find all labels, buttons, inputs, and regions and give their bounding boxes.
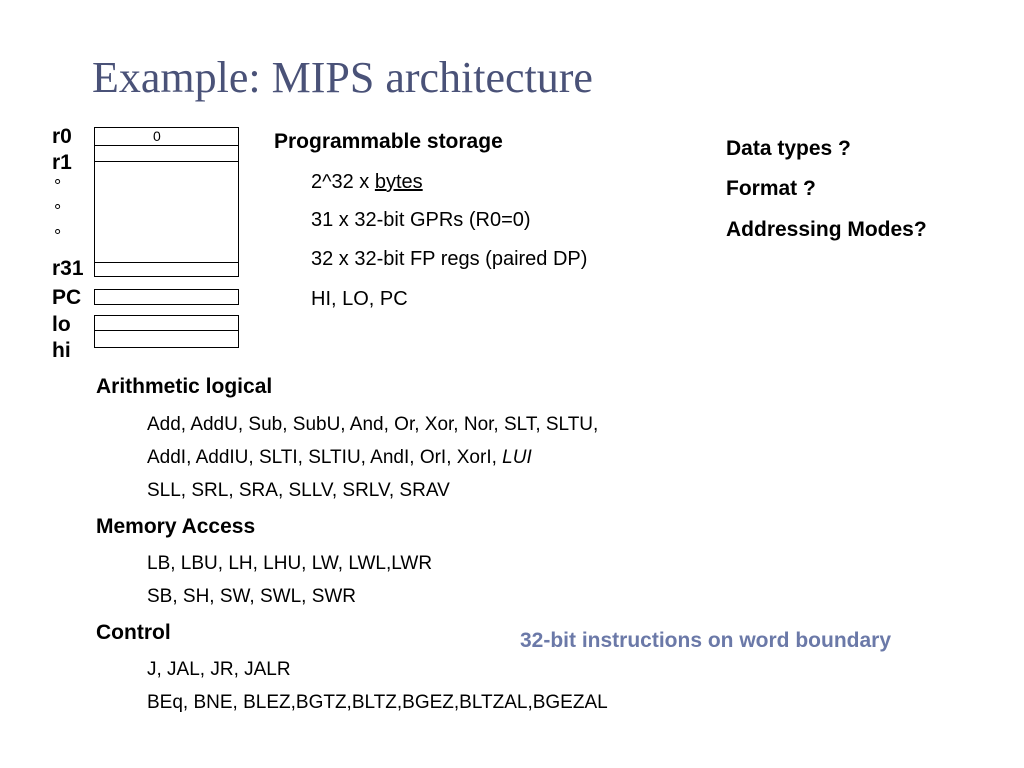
memory-line-stores: SB, SH, SW, SWL, SWR <box>147 586 357 607</box>
storage-line-fp-regs: 32 x 32-bit FP regs (paired DP) <box>311 248 588 270</box>
register-label-hi: hi <box>52 339 71 362</box>
gpr-register-file <box>94 127 239 277</box>
memory-heading: Memory Access <box>96 515 256 538</box>
register-label-r31: r31 <box>52 257 84 280</box>
storage-line-bytes-prefix: 2^32 x <box>311 171 375 193</box>
register-divider <box>95 145 239 146</box>
control-line-branches: BEq, BNE, BLEZ,BGTZ,BLTZ,BGEZ,BLTZAL,BGEZAL <box>147 692 608 713</box>
ellipsis-dot: ° <box>54 201 62 221</box>
arithmetic-heading: Arithmetic logical <box>96 375 273 398</box>
register-label-r1: r1 <box>52 151 72 174</box>
slide-title: Example: MIPS architecture <box>92 53 593 102</box>
question-addressing-modes: Addressing Modes? <box>726 218 927 241</box>
lo-hi-register-box <box>94 315 239 348</box>
arithmetic-line-2-prefix: AddI, AddIU, SLTI, SLTIU, AndI, OrI, XorI, <box>147 447 503 468</box>
arithmetic-line-3: SLL, SRL, SRA, SLLV, SRLV, SRAV <box>147 480 450 501</box>
bytes-link[interactable]: bytes <box>374 171 423 193</box>
register-divider <box>95 161 239 162</box>
storage-heading: Programmable storage <box>274 130 503 153</box>
question-format: Format ? <box>726 177 816 200</box>
r0-value: 0 <box>153 128 161 144</box>
register-label-pc: PC <box>52 286 82 309</box>
register-divider <box>95 330 239 331</box>
storage-line-bytes <box>311 171 423 194</box>
memory-line-loads: LB, LBU, LH, LHU, LW, LWL,LWR <box>147 553 433 574</box>
ellipsis-dot: ° <box>54 226 62 246</box>
question-data-types: Data types ? <box>726 137 851 160</box>
storage-line-gprs: 31 x 32-bit GPRs (R0=0) <box>311 209 531 231</box>
register-label-lo: lo <box>52 313 71 336</box>
register-label-r0: r0 <box>52 125 72 148</box>
arithmetic-line-1: Add, AddU, Sub, SubU, And, Or, Xor, Nor, SLT, SLTU, <box>147 414 599 435</box>
word-boundary-note: 32-bit instructions on word boundary <box>520 629 892 652</box>
control-line-jumps: J, JAL, JR, JALR <box>147 659 291 680</box>
control-heading: Control <box>96 621 171 644</box>
pc-register-box <box>94 289 239 305</box>
arithmetic-line-2 <box>147 447 532 469</box>
storage-line-special-regs: HI, LO, PC <box>311 288 408 310</box>
register-divider <box>95 262 239 263</box>
lui-instruction: LUI <box>502 447 532 468</box>
ellipsis-dot: ° <box>54 176 62 196</box>
